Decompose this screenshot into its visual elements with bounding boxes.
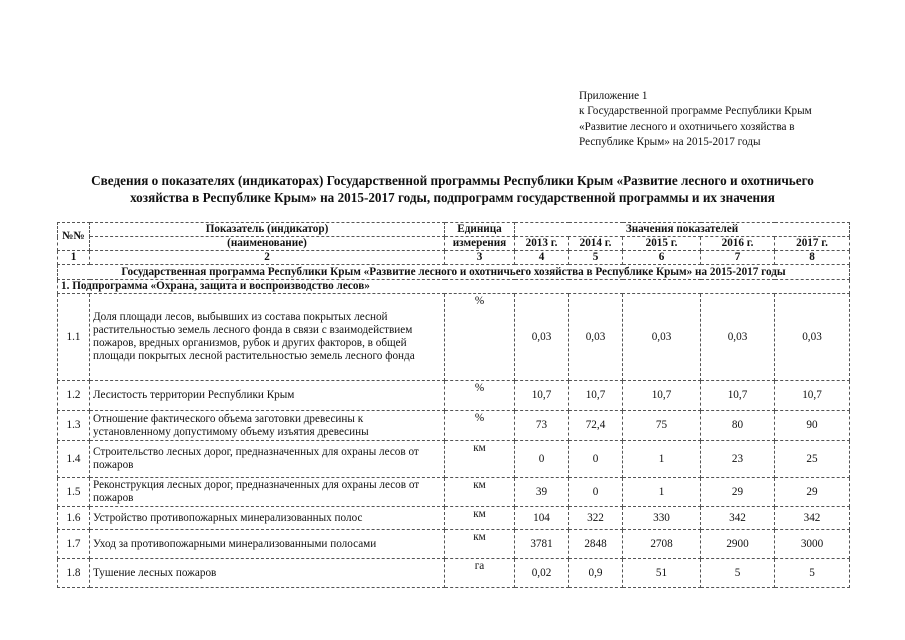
program-row: [58, 265, 850, 280]
unit-cell: %: [445, 381, 515, 411]
value-cell: 29: [701, 478, 775, 507]
header-values-group: Значения показателей: [515, 223, 850, 237]
column-numbers-row: [58, 251, 850, 265]
indicator-name: Лесистость территории Республики Крым: [90, 381, 445, 411]
title-line-2: хозяйства в Республике Крым» на 2015-2017 годы, подпрограмм государственной программы и их значения: [130, 190, 775, 205]
unit-cell: км: [445, 441, 515, 478]
header-indicator-1: Показатель (индикатор): [90, 223, 445, 237]
row-number: 1.3: [58, 411, 90, 441]
indicator-name: Тушение лесных пожаров: [90, 559, 445, 588]
value-cell: 39: [515, 478, 569, 507]
header-row: [58, 223, 850, 237]
unit-cell: км: [445, 530, 515, 559]
value-cell: 73: [515, 411, 569, 441]
program-title: Государственная программа Республики Крым «Развитие лесного и охотничьего хозяйства в Республике Крым» на 2015-2017 годы: [58, 265, 850, 280]
indicator-name: Доля площади лесов, выбывших из состава покрытых лесной растительностью земель лесного фонда в связи с взаимодействием пожаров, вредных организмов, рубок и других факторов, в общей площади покрытых лесной растительностью земель лесного фонда: [90, 294, 445, 381]
value-cell: 342: [775, 507, 850, 530]
value-cell: 342: [701, 507, 775, 530]
value-cell: 1: [623, 478, 701, 507]
indicator-name: Отношение фактического объема заготовки древесины к установленному допустимому объему изъятия древесины: [90, 411, 445, 441]
appendix-line: Республике Крым» на 2015-2017 годы: [579, 136, 761, 149]
value-cell: 0,03: [623, 294, 701, 381]
appendix-line: Приложение 1: [579, 90, 648, 102]
table-row: [58, 381, 850, 411]
value-cell: 10,7: [569, 381, 623, 411]
table-row: [58, 559, 850, 588]
unit-cell: км: [445, 507, 515, 530]
document-title: [30, 172, 875, 206]
row-number: 1.7: [58, 530, 90, 559]
value-cell: 0: [569, 441, 623, 478]
indicator-name: Строительство лесных дорог, предназначенных для охраны лесов от пожаров: [90, 441, 445, 478]
indicator-name: Устройство противопожарных минерализованных полос: [90, 507, 445, 530]
value-cell: 2708: [623, 530, 701, 559]
value-cell: 330: [623, 507, 701, 530]
indicator-name: Реконструкция лесных дорог, предназначенных для охраны лесов от пожаров: [90, 478, 445, 507]
value-cell: 90: [775, 411, 850, 441]
header-year: 2014 г.: [569, 237, 623, 251]
unit-cell: %: [445, 411, 515, 441]
value-cell: 25: [775, 441, 850, 478]
unit-cell: км: [445, 478, 515, 507]
header-unit-1: Единица: [445, 223, 515, 237]
value-cell: 0: [569, 478, 623, 507]
header-indicator-2: (наименование): [90, 237, 445, 251]
header-year: 2016 г.: [701, 237, 775, 251]
indicators-table: [57, 222, 850, 588]
row-number: 1.4: [58, 441, 90, 478]
appendix-line: «Развитие лесного и охотничьего хозяйства в: [579, 120, 795, 133]
column-number: 2: [90, 251, 445, 265]
column-number: 7: [701, 251, 775, 265]
row-number: 1.8: [58, 559, 90, 588]
value-cell: 2900: [701, 530, 775, 559]
value-cell: 5: [775, 559, 850, 588]
row-number: 1.5: [58, 478, 90, 507]
value-cell: 3781: [515, 530, 569, 559]
value-cell: 10,7: [623, 381, 701, 411]
column-number: 8: [775, 251, 850, 265]
value-cell: 10,7: [775, 381, 850, 411]
table-row: [58, 530, 850, 559]
value-cell: 0: [515, 441, 569, 478]
header-year: 2017 г.: [775, 237, 850, 251]
value-cell: 0,02: [515, 559, 569, 588]
row-number: 1.6: [58, 507, 90, 530]
value-cell: 3000: [775, 530, 850, 559]
value-cell: 2848: [569, 530, 623, 559]
value-cell: 51: [623, 559, 701, 588]
value-cell: 0,03: [515, 294, 569, 381]
row-number: 1.1: [58, 294, 90, 381]
column-number: 3: [445, 251, 515, 265]
table-row: [58, 294, 850, 381]
appendix-line: к Государственной программе Республики Крым: [579, 105, 812, 118]
value-cell: 322: [569, 507, 623, 530]
value-cell: 75: [623, 411, 701, 441]
indicator-name: Уход за противопожарными минерализованными полосами: [90, 530, 445, 559]
appendix-block: [579, 89, 879, 151]
header-year: 2015 г.: [623, 237, 701, 251]
subprogram-title: 1. Подпрограмма «Охрана, защита и воспроизводство лесов»: [58, 280, 850, 294]
unit-cell: %: [445, 294, 515, 381]
title-line-1: Сведения о показателях (индикаторах) Государственной программы Республики Крым «Развитие лесного и охотничьего: [91, 173, 814, 188]
header-row: [58, 237, 850, 251]
value-cell: 5: [701, 559, 775, 588]
subprogram-row: [58, 280, 850, 294]
value-cell: 104: [515, 507, 569, 530]
header-unit-2: измерения: [445, 237, 515, 251]
row-number: 1.2: [58, 381, 90, 411]
table-row: [58, 411, 850, 441]
value-cell: 23: [701, 441, 775, 478]
value-cell: 72,4: [569, 411, 623, 441]
value-cell: 0,03: [701, 294, 775, 381]
table-row: [58, 478, 850, 507]
value-cell: 10,7: [701, 381, 775, 411]
table-row: [58, 507, 850, 530]
value-cell: 1: [623, 441, 701, 478]
value-cell: 0,9: [569, 559, 623, 588]
column-number: 5: [569, 251, 623, 265]
value-cell: 80: [701, 411, 775, 441]
header-num: №№: [58, 223, 90, 251]
value-cell: 0,03: [569, 294, 623, 381]
column-number: 6: [623, 251, 701, 265]
unit-cell: га: [445, 559, 515, 588]
value-cell: 10,7: [515, 381, 569, 411]
column-number: 4: [515, 251, 569, 265]
header-year: 2013 г.: [515, 237, 569, 251]
table-row: [58, 441, 850, 478]
column-number: 1: [58, 251, 90, 265]
value-cell: 29: [775, 478, 850, 507]
value-cell: 0,03: [775, 294, 850, 381]
